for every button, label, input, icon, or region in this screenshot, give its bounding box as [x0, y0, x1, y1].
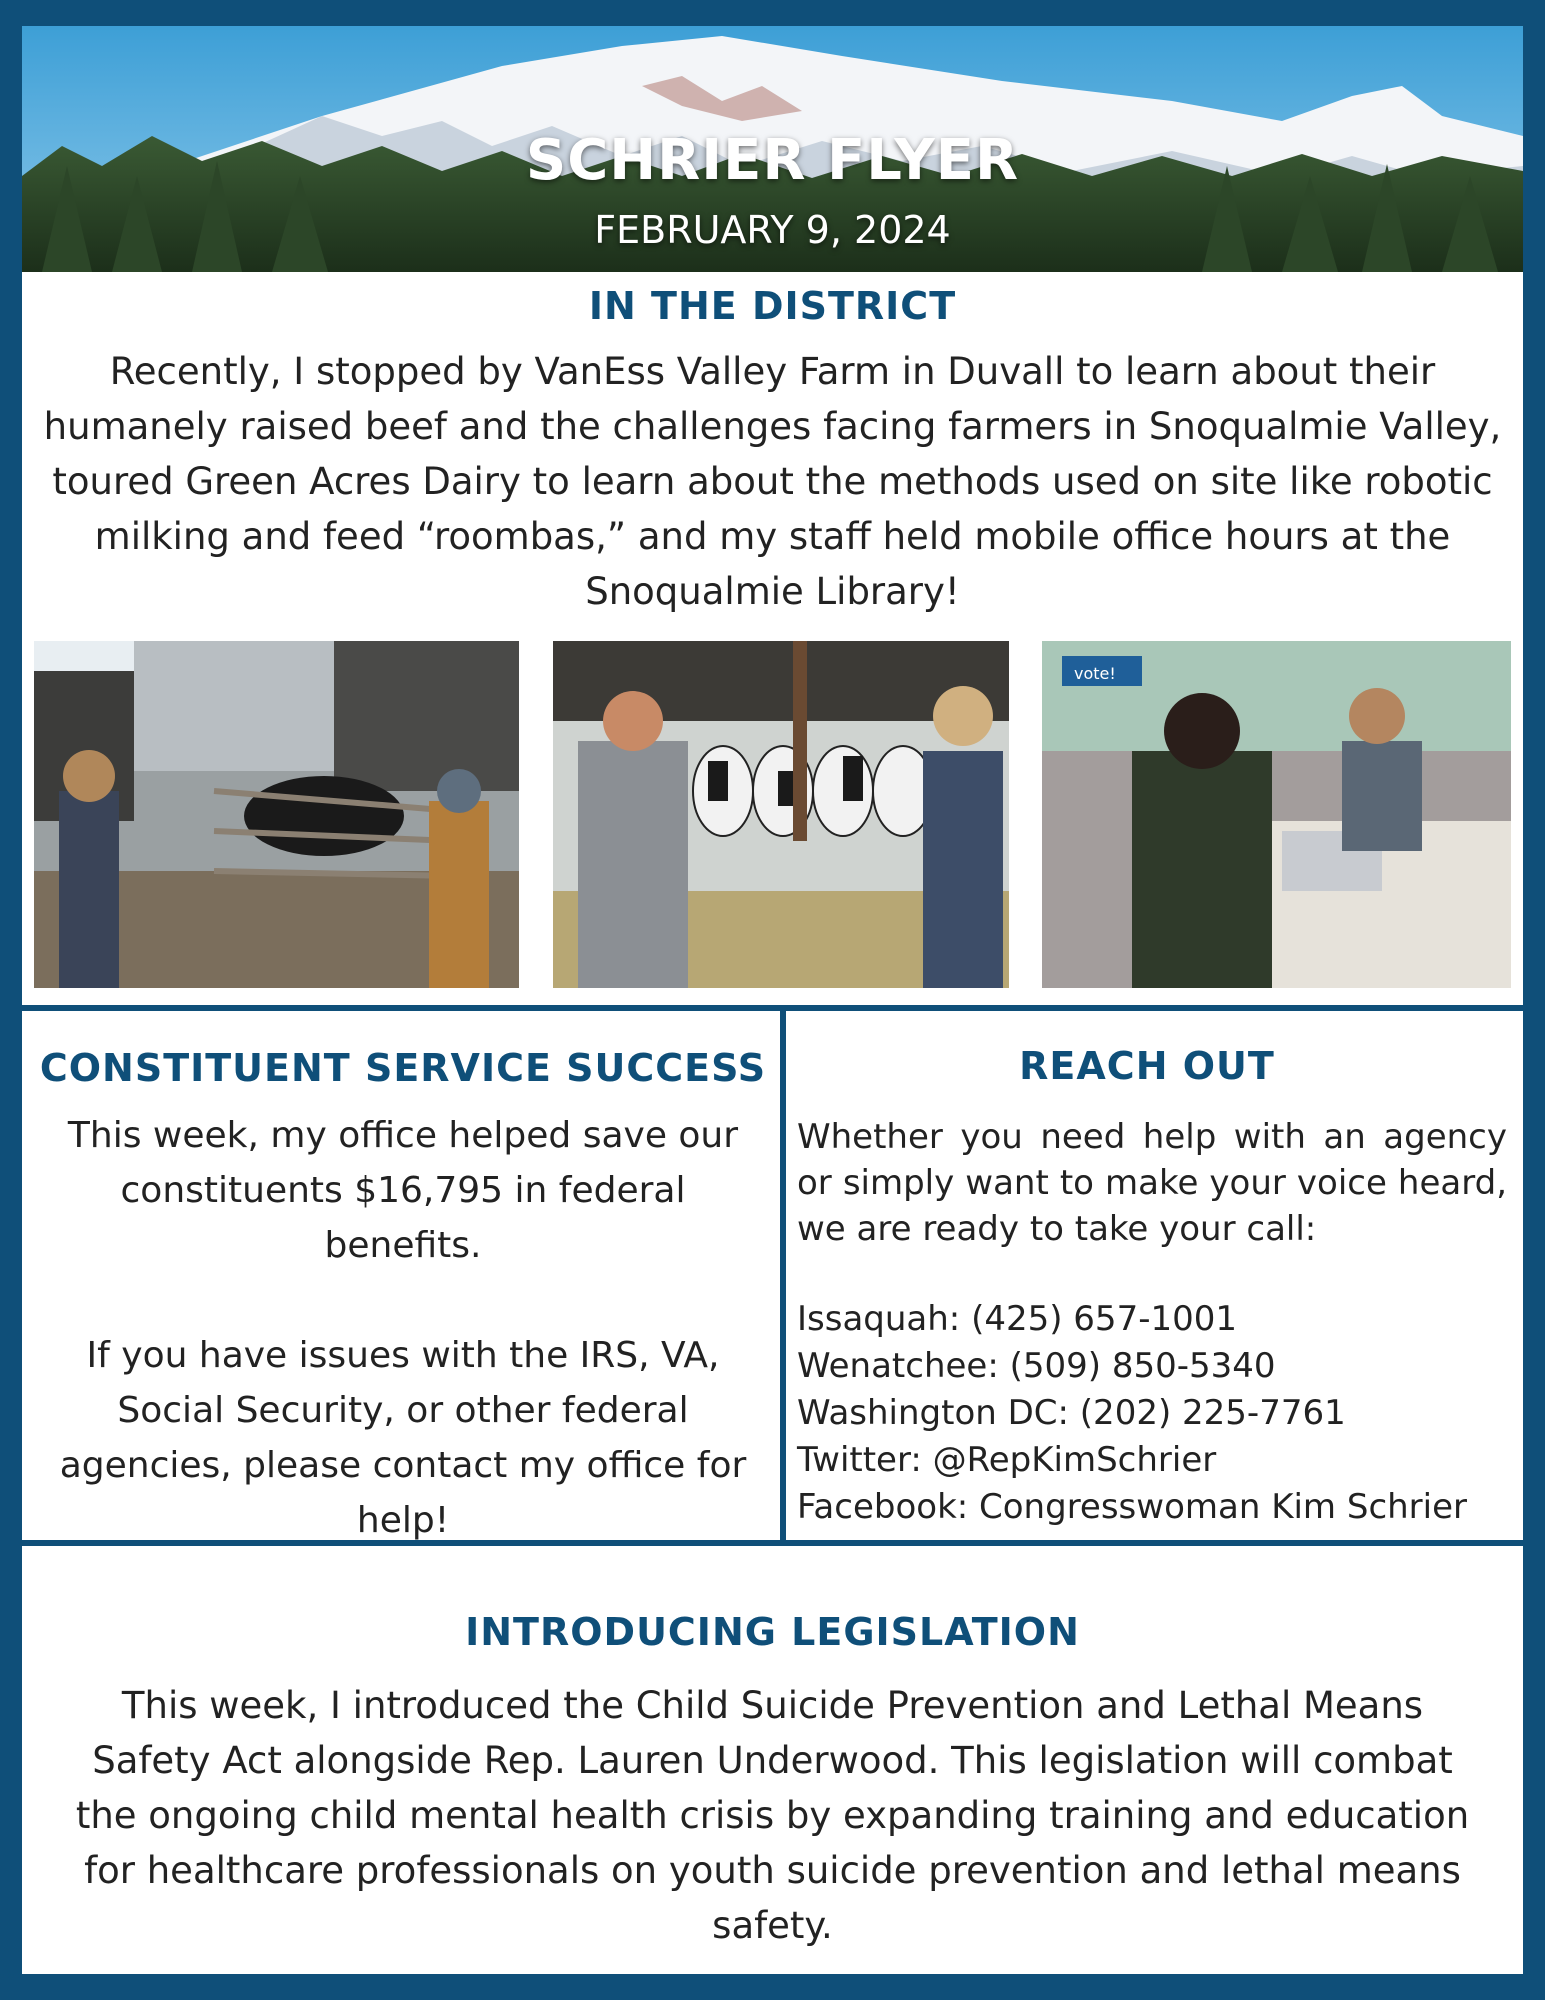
constituent-service-body: This week, my office helped save our constituents $16,795 in federal benefits. [67, 1115, 739, 1266]
flyer-page [22, 26, 1523, 1974]
contact-twitter[interactable]: Twitter: @RepKimSchrier [797, 1440, 1217, 1480]
district-heading: IN THE DISTRICT [588, 284, 957, 328]
constituent-service-heading: CONSTITUENT SERVICE SUCCESS [39, 1046, 767, 1090]
dairy-tour-photo [553, 641, 1009, 988]
legislation-body: This week, I introduced the Child Suicide Prevention and Lethal Means Safety Act alongside Rep. Lauren Underwood. This legislation will combat the ongoing child mental health crisis by expanding training and education for healthcare professionals on youth suicide prevention and lethal means safety. [75, 1684, 1470, 1947]
column-divider [780, 1010, 786, 1545]
header-banner [22, 26, 1523, 272]
district-body: Recently, I stopped by VanEss Valley Farm in Duvall to learn about their humanely raised beef and the challenges facing farmers in Snoqualmie Valley, toured Green Acres Dairy to learn about the methods used on site like robotic milking and feed “roombas,” and my staff held mobile office hours at the Snoqualmie Library! [43, 350, 1502, 613]
reach-out-heading: REACH OUT [1019, 1044, 1275, 1088]
flyer-date: FEBRUARY 9, 2024 [594, 208, 951, 252]
library-office-hours-photo [1042, 641, 1511, 988]
section-divider [22, 1005, 1523, 1011]
constituent-service-help: If you have issues with the IRS, VA, Social Security, or other federal agencies, please contact my office for help! [59, 1335, 747, 1541]
contact-facebook[interactable]: Facebook: Congresswoman Kim Schrier [797, 1487, 1468, 1527]
legislation-heading: INTRODUCING LEGISLATION [465, 1610, 1080, 1654]
contact-issaquah[interactable]: Issaquah: (425) 657-1001 [797, 1299, 1237, 1339]
contact-washington-dc[interactable]: Washington DC: (202) 225-7761 [797, 1393, 1346, 1433]
contact-wenatchee[interactable]: Wenatchee: (509) 850-5340 [797, 1346, 1276, 1386]
contact-list [797, 1296, 1517, 1531]
flyer-title: SCHRIER FLYER [525, 128, 1020, 193]
reach-out-intro: Whether you need help with an agency or simply want to make your voice heard, we are ready to take your call: [797, 1117, 1507, 1249]
vote-sign: vote! [1074, 664, 1116, 683]
farm-visit-photo [34, 641, 519, 988]
